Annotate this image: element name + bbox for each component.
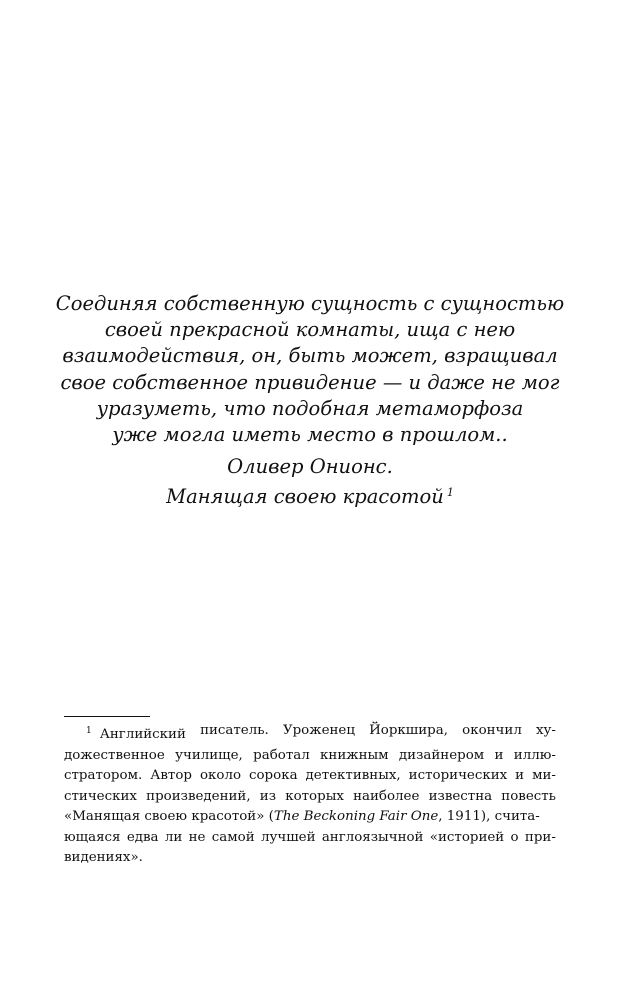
footnote-word: самой [211,829,255,845]
footnote-reference[interactable]: 1 [446,486,454,500]
footnote-word: детективных, [305,768,401,783]
epigraph-line: Соединяя собственную сущность с сущностью [55,292,565,315]
footnote-word: «историей [429,829,505,845]
footnote [64,721,556,869]
footnote-word: ху- [536,723,556,738]
epigraph-line: уразуметь, что подобная метаморфоза [96,396,524,420]
attribution-work-line [40,480,580,510]
footnote-word: окончил [462,723,522,738]
footnote-word: произведений, [146,788,251,804]
footnote-word: англоязычной [321,829,424,845]
footnote-word: сорока [249,768,298,783]
footnote-line [64,807,556,828]
footnote-word: около [199,768,242,783]
footnote-word: дизайнером [398,747,485,763]
footnote-word: наиболее [353,788,420,804]
footnote-word: лучшей [260,829,316,845]
footnote-text: , 1911), счита- [438,809,540,824]
footnote-word: ми- [532,768,556,783]
footnote-word: известна [428,788,493,804]
footnote-word: исторических [408,768,508,783]
footnote-word: при- [524,829,556,845]
footnote-word: Английский [99,727,186,742]
footnote-divider [64,716,150,717]
footnote-word: иллю- [513,747,556,763]
footnote-word: о [510,829,519,845]
footnote-word: книжным [320,747,389,763]
epigraph-line: уже могла иметь место в прошлом.. [112,423,508,447]
epigraph-line: свое собственное привидение — и даже не мог [60,370,560,394]
footnote-word: стических [64,788,137,804]
footnote-word: дожественное [64,747,165,763]
footnote-word: едва [126,829,159,845]
epigraph [40,291,580,448]
footnote-original-title: The Beckoning Fair One [273,809,439,824]
footnote-word: не [188,829,206,845]
footnote-word: которых [285,788,344,804]
footnote-word: из [259,788,277,804]
footnote-text: видениях». [64,850,143,865]
footnote-word: Уроженец [282,723,355,738]
epigraph-line: взаимодействия, он, быть может, взращивал [62,344,558,368]
footnote-line [64,746,556,767]
footnote-word: и [515,768,525,783]
footnote-word: писатель. [200,723,269,738]
footnote-line [64,848,556,869]
footnote-number: 1 [86,726,92,736]
footnote-line [64,787,556,808]
footnote-word: Автор [150,768,192,783]
attribution-work: Манящая своею красотой [166,485,444,509]
footnote-text: «Манящая своею красотой» ( [64,809,274,824]
footnote-word: Йоркшира, [369,723,448,738]
attribution-author: Оливер Онионс. [227,455,393,478]
footnote-line-start [86,721,186,746]
footnote-word: училище, [175,747,243,763]
epigraph-attribution [40,454,580,510]
footnote-word: стратором. [64,768,143,783]
epigraph-line: своей прекрасной комнаты, ища с нею [104,318,516,342]
footnote-line [64,828,556,849]
footnote-line [64,721,556,746]
footnote-word: ли [164,829,183,845]
footnote-word: ющаяся [64,829,121,845]
footnote-word: работал [253,747,310,763]
footnote-line [64,766,556,787]
footnote-word: и [494,747,504,763]
footnote-word: повесть [501,788,556,804]
